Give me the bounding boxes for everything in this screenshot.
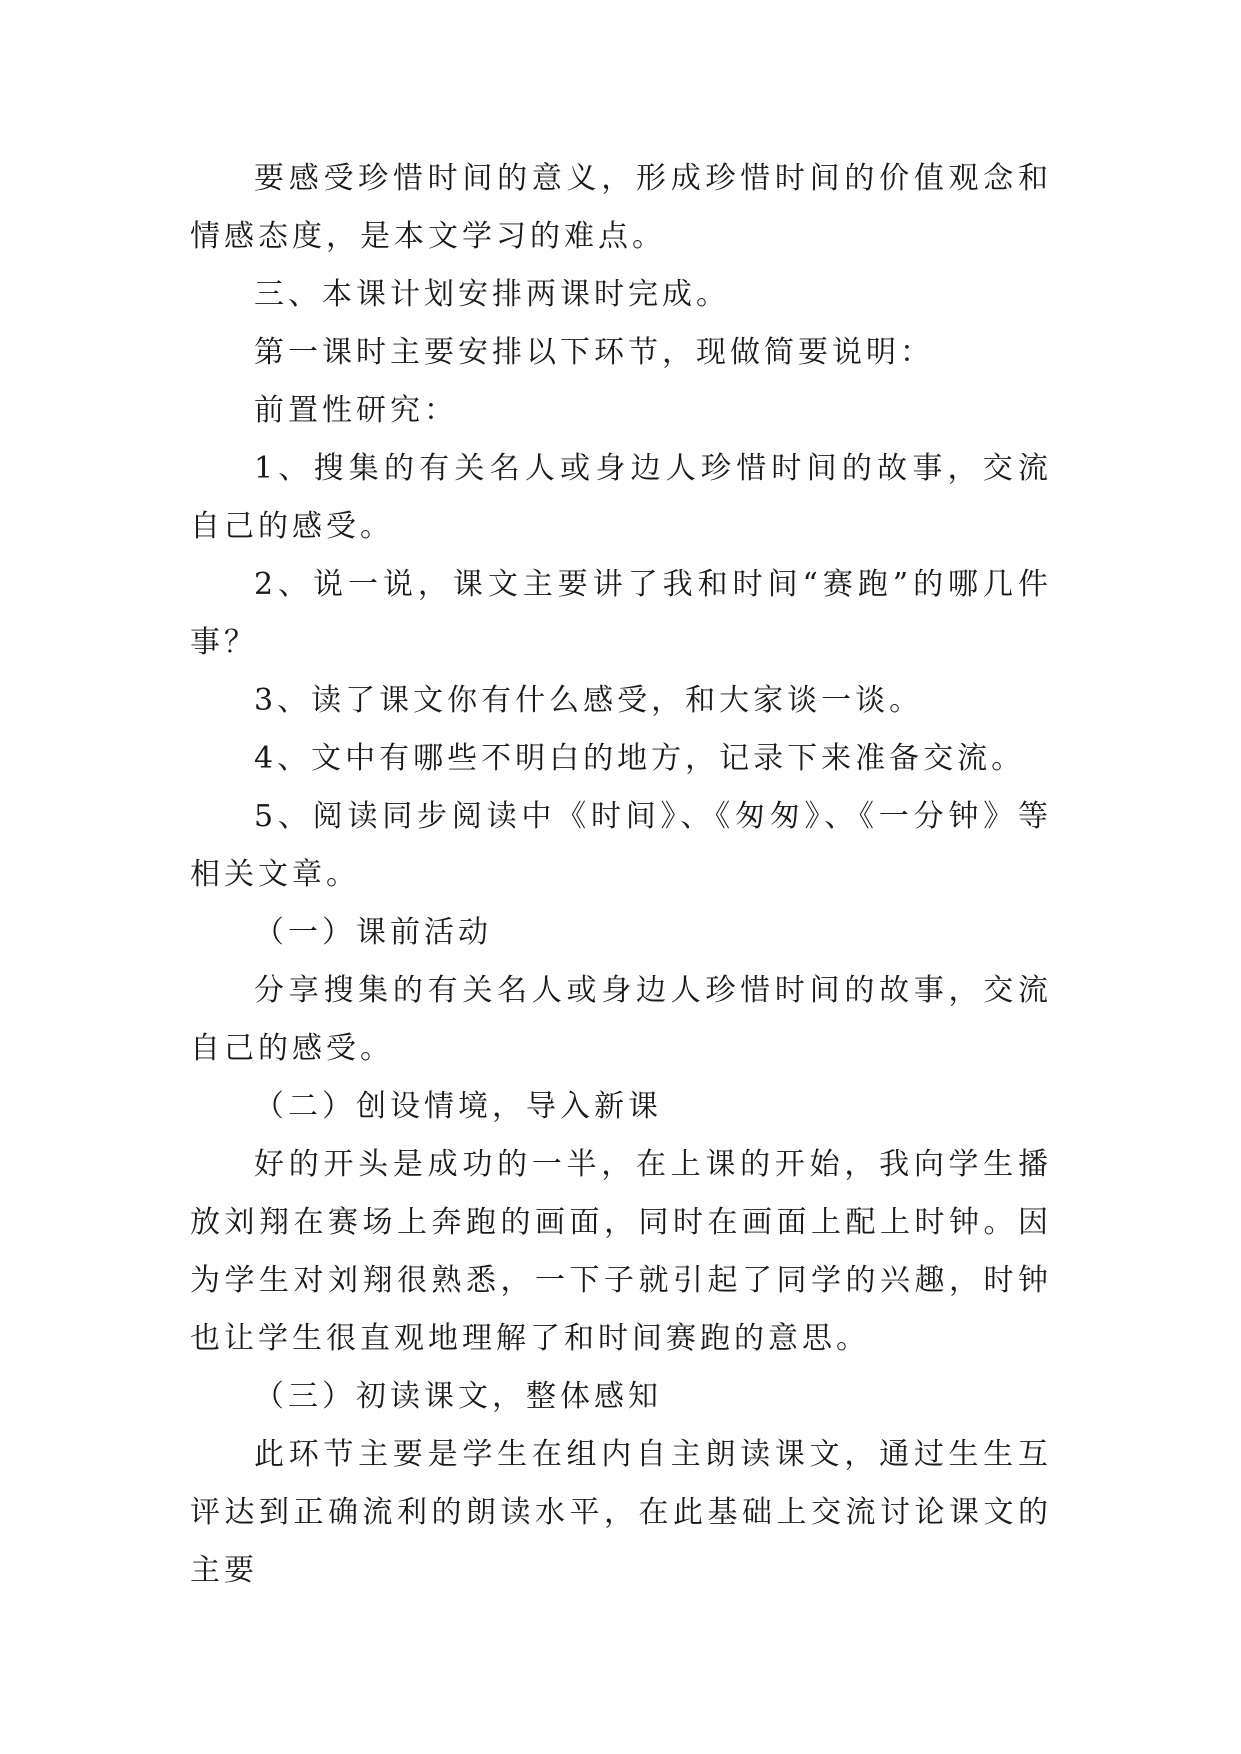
body-text [190, 150, 1052, 1600]
heading-create-scenario: （二）创设情境，导入新课 [254, 1089, 662, 1124]
paragraph-preliminary-research: 前置性研究： [254, 393, 458, 428]
list-item-5: 5、阅读同步阅读中《时间》、《匆匆》、《一分钟》等相关文章。 [190, 799, 1052, 892]
paragraph-section-three: 三、本课计划安排两课时完成。 [254, 277, 730, 312]
heading-pre-class-activity: （一）课前活动 [254, 915, 492, 950]
list-item-4: 4、文中有哪些不明白的地方，记录下来准备交流。 [254, 741, 1026, 776]
paragraph-share-stories: 分享搜集的有关名人或身边人珍惜时间的故事，交流自己的感受。 [190, 973, 1052, 1066]
paragraph-group-reading: 此环节主要是学生在组内自主朗读课文，通过生生互评达到正确流利的朗读水平，在此基础上交流讨论课文的主要 [190, 1437, 1052, 1588]
paragraph-good-start: 好的开头是成功的一半，在上课的开始，我向学生播放刘翔在赛场上奔跑的画面，同时在画面上配上时钟。因为学生对刘翔很熟悉，一下子就引起了同学的兴趣，时钟也让学生很直观地理解了和时间赛跑的意思。 [190, 1147, 1052, 1356]
list-item-2: 2、说一说，课文主要讲了我和时间“赛跑”的哪几件事？ [190, 567, 1052, 660]
paragraph-first-lesson: 第一课时主要安排以下环节，现做简要说明： [254, 335, 934, 370]
heading-first-reading: （三）初读课文，整体感知 [254, 1379, 662, 1414]
list-item-3: 3、读了课文你有什么感受，和大家谈一谈。 [254, 683, 924, 718]
list-item-1: 1、搜集的有关名人或身边人珍惜时间的故事，交流自己的感受。 [190, 451, 1052, 544]
paragraph-difficulty: 要感受珍惜时间的意义，形成珍惜时间的价值观念和情感态度，是本文学习的难点。 [190, 161, 1052, 254]
